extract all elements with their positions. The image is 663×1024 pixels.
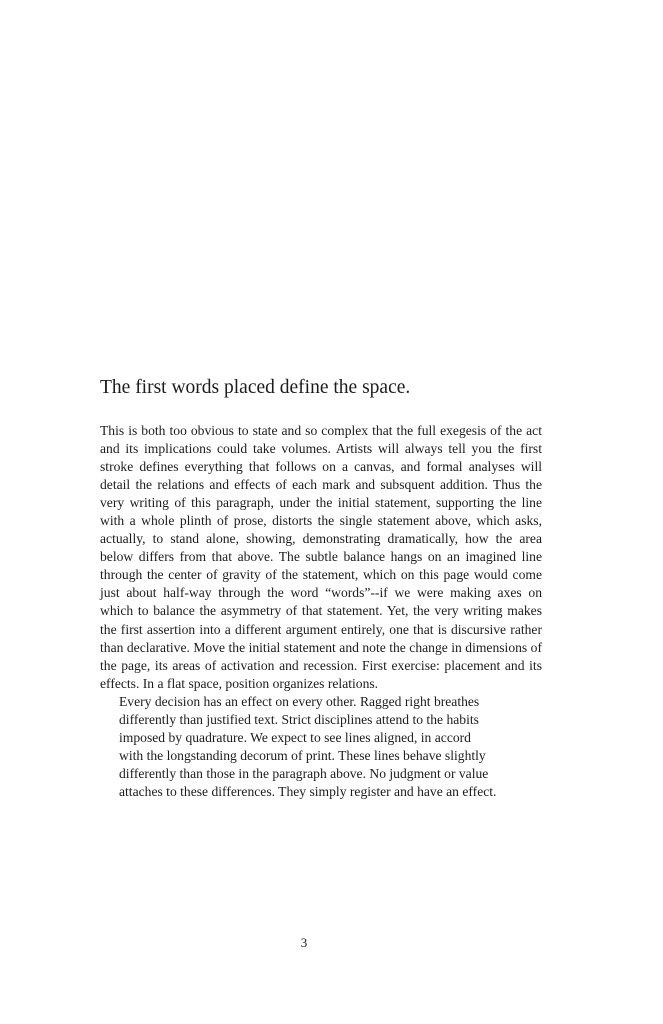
page-number: 3: [300, 935, 308, 950]
paragraph-line: imposed by quadrature. We expect to see lines aligned, in accord: [119, 729, 471, 745]
justified-paragraph: This is both too obvious to state and so complex that the full exegesis of the act and its implications could take volumes. Artists will always tell you the first stroke defines everything that follows on a canvas, and formal analyses will detail the relations and effects of each mark and subsquent addition. Thus the very writing of this paragraph, under the initial statement, supporting the line with a whole plinth of prose, distorts the single statement above, which asks, actually, to stand alone, showing, demonstrating dramatically, how the area below differs from that above. The subtle balance hangs on an imagined line through the center of gravity of the statement, which on this page would come just about half-way through the word “words”--if we were making axes on which to balance the asymmetry of that statement. Yet, the very writing makes the first assertion into a different argument entirely, one that is discursive rather than declarative. Move the initial statement and note the change in dimensions of the page, its areas of activation and recession. First exercise: placement and its effects. In a flat space, position organizes relations.: [100, 423, 542, 691]
paragraph-line: with the longstanding decorum of print. These lines behave slightly: [119, 747, 486, 763]
paragraph-line: attaches to these differences. They simply register and have an effect.: [119, 783, 497, 799]
paragraph-line: differently than those in the paragraph above. No judgment or value: [119, 765, 489, 781]
paragraph-line: differently than justified text. Strict disciplines attend to the habits: [119, 711, 479, 727]
body-text: [100, 422, 542, 801]
paragraph-line: Every decision has an effect on every other. Ragged right breathes: [119, 693, 480, 709]
ragged-right-paragraph: [100, 693, 542, 801]
chapter-heading: The first words placed define the space.: [100, 377, 411, 398]
